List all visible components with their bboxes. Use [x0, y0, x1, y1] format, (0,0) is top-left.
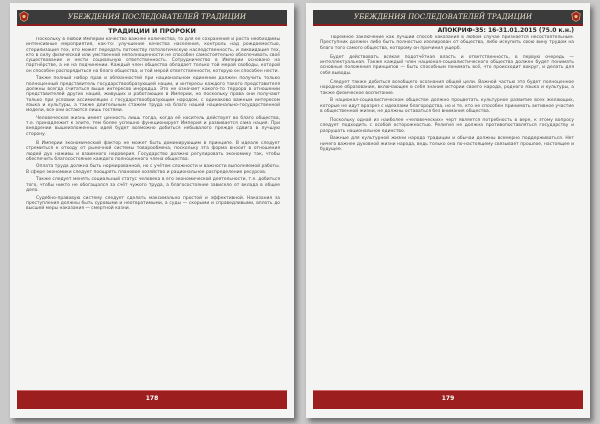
section-title: ТРАДИЦИИ И ПРОРОКИ: [108, 27, 196, 35]
page-header: [313, 10, 583, 26]
paragraph: Тюремное заключение как лучший способ наказания в любом случае признаётся несостоятельным. Преступник должен либо быть полностью изолирован от общества, либо искупить свою вину трудом на благо того самого общества, которому он причинил ущерб.: [320, 35, 574, 51]
paragraph: Следует также добиться всеобщего осознания общей цели. Важной частью это будет полноценное народное образование, включающее в себя знания истории своего народа, родного языка и культуры, а также физическое воспитание.: [320, 80, 574, 96]
paragraph: В национал-социалистическом обществе должно процветать культурное развитие всех желающих, которые не идут вразрез с идеалами благородства, но и те, кто не способен принимать активное участие в общественной жизни, не должны оставаться без внимания общества.: [320, 98, 574, 114]
apocrypha-line: АПОКРИФ-35: 16-31.01.2015 (75.0 к.н.): [437, 27, 574, 34]
paragraph: Поскольку одной из наиболее «человеческих» черт является потребность в вере, к этому вопросу следует подходить с особой осторожностью. Религия не должна противопоставляться государству и разрушать национальное единство.: [320, 118, 574, 134]
text-column: [320, 35, 574, 380]
emblem-icon: [19, 11, 29, 22]
page-header: [17, 10, 287, 26]
paragraph: Также полный набор прав и обязанностей при национальном единении должен получить только полноценный представитель государствообразующей нации, и интересы каждого такого представителя должны всегда считаться выше интересов инородца. Это не означает какого-то террора в отношении представителей других наций, живущих и работающих в Империи, но поскольку права они получают только при условии ассимиляции с государствообразующим народом, с одинаково важным интересом языка и культуры, а также длительным стажем труда на благо нашей национально-государственной модели, все они остаются лишь гостями.: [26, 76, 280, 114]
emblem-icon: [571, 11, 581, 22]
page-footer: [313, 390, 583, 409]
paragraph: Также следует менять социальный статус человека в его экономической деятельности, т.е. добиться того, чтобы никто не обогащался за счёт чужого труда, а благосостояние зависело от вклада в общее дело.: [26, 177, 280, 193]
right-page: [306, 3, 590, 418]
page-number: 178: [145, 395, 159, 402]
left-page: [10, 3, 294, 418]
text-column: [26, 37, 280, 380]
paragraph: Судебно-правовую систему следует сделать максимально простой и эффективной. Наказания за преступления должны быть суровыми и неотвратимыми, а суды — скорыми и справедливыми, вплоть до высшей меры наказания — смертной казни.: [26, 195, 280, 212]
paragraph: Поскольку в любой Империи качество важнее количества, то для её сохранения и роста необходимы интенсивные мероприятия, как-то: улучшение качества населения, контроль над рождаемостью, стерилизация тех, кто может передать потомству патологическую наследственность, и ликвидация тех, кто в силу физической или умственной неполноценности не способен самостоятельно обеспечивать своё существование и нести социальную ответственность. Сотрудничество в Империи основано на партнёрстве, а не на подчинении. Каждый член общества обладает только той мерой свободы, которой он способен распорядиться на благо общества, и той мерой ответственности, которую он способен нести.: [26, 37, 280, 74]
paragraph: В Империи экономический фактор не может быть доминирующим в принципе. В идеале следует стремиться к отходу от рыночной системы товарообмена, поскольку эта форма вносит в отношения людей дух наживы и взаимного недоверия. Государство должно регулировать экономику так, чтобы обеспечить благосостояние каждого полноценного члена общества.: [26, 140, 280, 162]
page-footer: [17, 390, 287, 409]
paragraph: Оплата труда должна быть нормированной, но с учётом сложности и важности выполняемой работы. В сфере экономики следует поощрять плановое хозяйство и рациональное распределение ресурсов.: [26, 164, 280, 175]
paragraph: Будет действовать всякая подотчётная власть и ответственность, в первую очередь — интеллектуальная. Также каждый член национал-социалистического общества должен будет понимать основные положения принципов — быть способным понимать всё, что происходит вокруг, и делать для себя выводы.: [320, 54, 574, 76]
header-title: УБЕЖДЕНИЯ ПОСЛЕДОВАТЕЛЕЙ ТРАДИЦИИ: [354, 13, 532, 21]
page-number: 179: [441, 395, 455, 402]
paragraph: Важные для культурной жизни народа традиции и обычаи должны всемерно поддерживаться. Нет ничего важнее духовной жизни народа, ведь только она по-настоящему связывает прошлое, настоящее и будущее.: [320, 136, 574, 152]
header-title: УБЕЖДЕНИЯ ПОСЛЕДОВАТЕЛЕЙ ТРАДИЦИИ: [68, 13, 246, 21]
paragraph: Человеческая жизнь имеет ценность лишь тогда, когда её носитель действует во благо общества, т.е. принадлежит к элите, тем более успешно функционирует Империя и развивается сама нация. При внедрении вышеизложенных идей будет возможно добиться небывалого прежде сдвига в лучшую сторону.: [26, 115, 280, 137]
